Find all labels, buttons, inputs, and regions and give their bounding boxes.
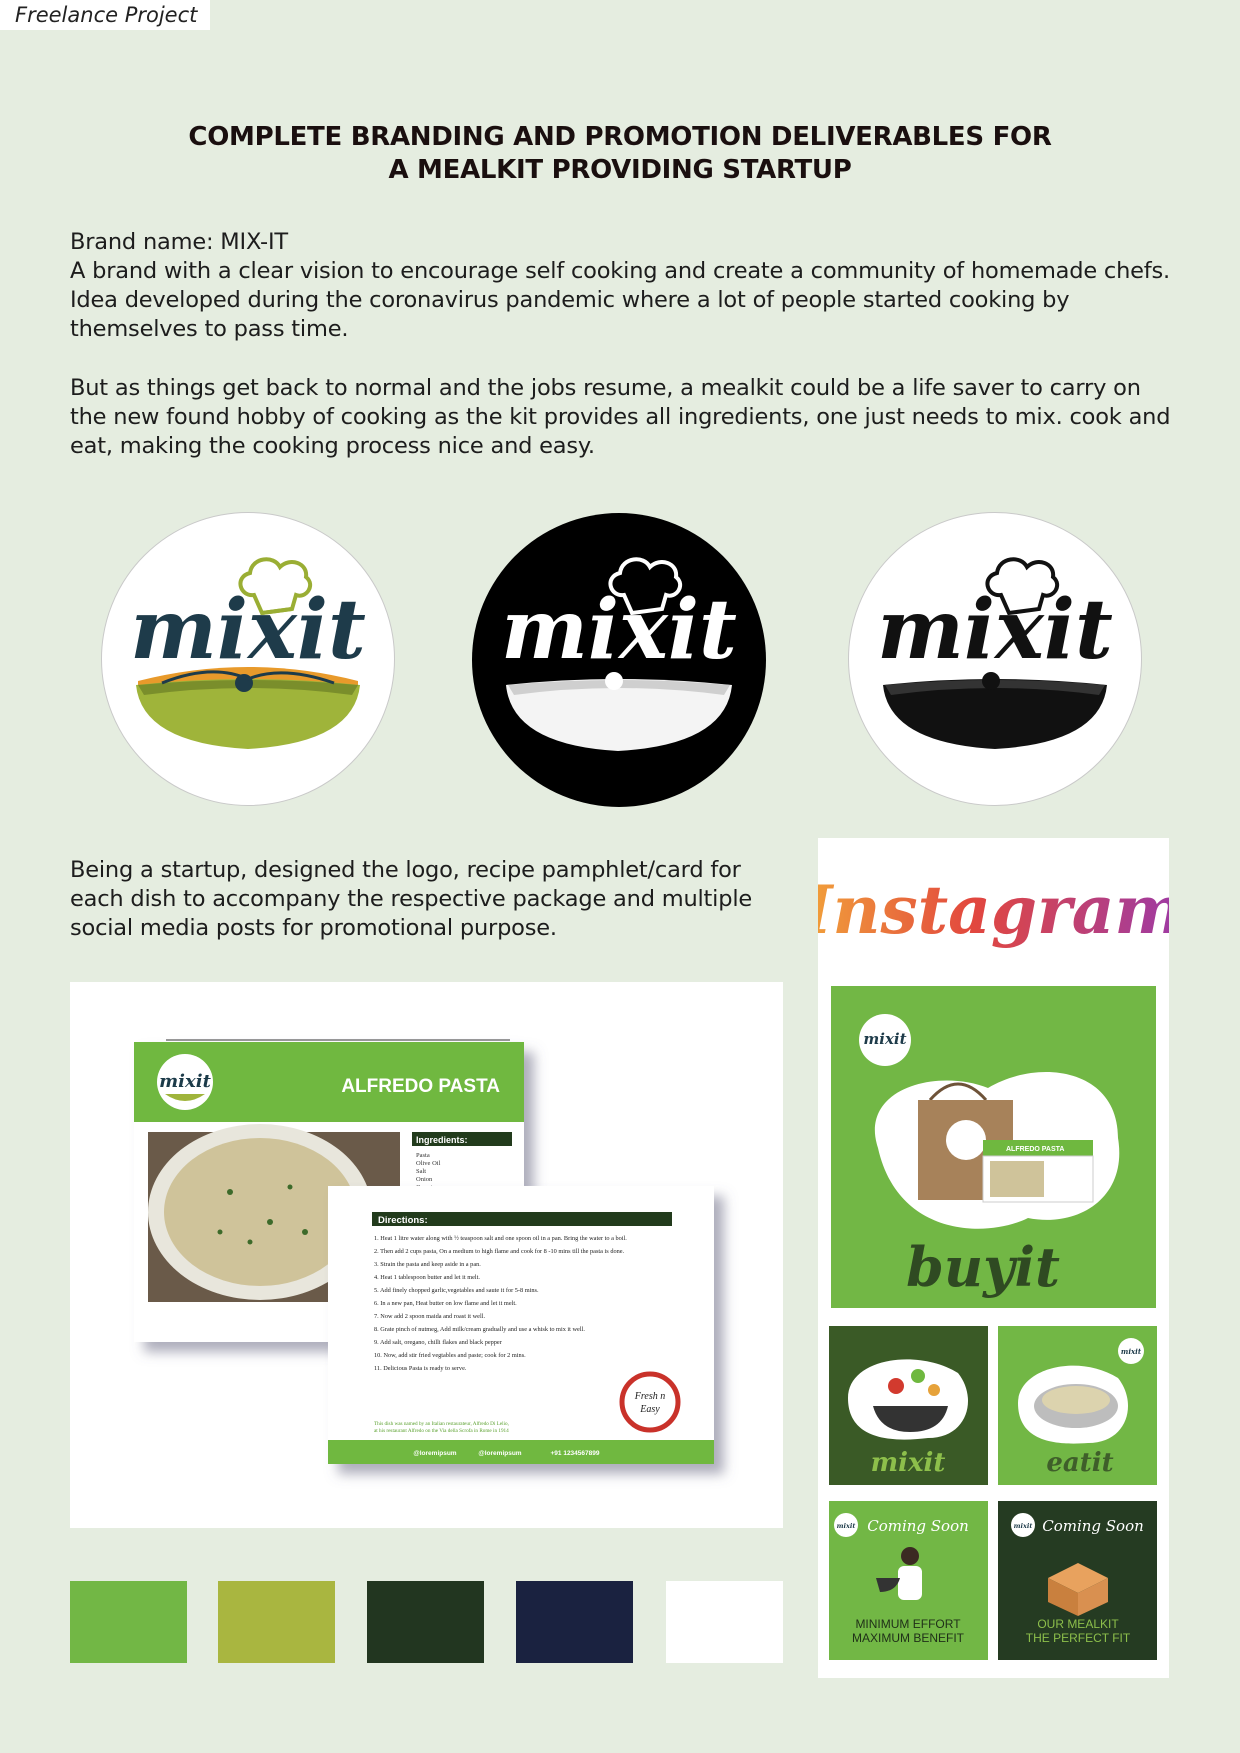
- palette-swatch-green: [70, 1581, 187, 1663]
- direction-step: 7. Now add 2 spoon maida and roast it well.: [374, 1313, 486, 1320]
- instagram-post-coming-soon-2: [998, 1501, 1157, 1660]
- mini-card-title: ALFREDO PASTA: [1006, 1146, 1065, 1153]
- ingredient-item: Onion: [416, 1176, 433, 1183]
- instagram-posts-panel: [818, 838, 1169, 1678]
- dish-history-note: This dish was named by an Italian restaurateur, Alfredo Di Lelio,: [374, 1421, 509, 1427]
- footer-phone: +91 1234567899: [550, 1450, 600, 1457]
- direction-step: 4. Heat 1 tablespoon butter and let it melt.: [374, 1274, 480, 1281]
- instagram-title: Instagram: [818, 871, 1169, 949]
- palette-swatch-white: [666, 1581, 783, 1663]
- palette-swatch-olive: [218, 1581, 335, 1663]
- recipe-card-mockup: [70, 982, 783, 1528]
- direction-step: 2. Then add 2 cups pasta, On a medium to high flame and cook for 8 -10 mins till the pasta is done.: [374, 1248, 625, 1255]
- logo-color-variant: [101, 512, 395, 806]
- instagram-post-mixit: [829, 1326, 988, 1485]
- direction-step: 1. Heat 1 litre water along with ½ teaspoon salt and one spoon oil in a pan. Bring the water to a boil.: [374, 1235, 627, 1242]
- stamp-text: Fresh n: [634, 1391, 666, 1402]
- directions-heading: Directions:: [378, 1215, 428, 1226]
- recipe-title: ALFREDO PASTA: [341, 1076, 500, 1097]
- freelance-project-tag: Freelance Project: [0, 0, 210, 30]
- coming-soon-text: Coming Soon: [867, 1517, 969, 1535]
- direction-step: 9. Add salt, oregano, chilli flakes and black pepper: [374, 1339, 502, 1346]
- coming-soon-tagline: THE PERFECT FIT: [1025, 1631, 1131, 1645]
- recipe-card-mini: [983, 1140, 1093, 1202]
- instagram-post-coming-soon-1: [829, 1501, 988, 1660]
- stamp-text: Easy: [640, 1404, 660, 1415]
- buyit-text: buyit: [906, 1235, 1060, 1299]
- palette-swatch-navy: [516, 1581, 633, 1663]
- ingredients-heading: Ingredients:: [416, 1135, 468, 1145]
- logo-black-on-white-variant: [848, 512, 1142, 806]
- palette-swatch-dark-green: [367, 1581, 484, 1663]
- page-headline-line1: COMPLETE BRANDING AND PROMOTION DELIVERABLES FOR: [188, 122, 1052, 152]
- eatit-text: eatit: [1046, 1448, 1114, 1478]
- direction-step: 8. Grate pinch of nutmeg, Add milk/cream gradually and use a whisk to mix it well.: [374, 1326, 585, 1333]
- post-logo-text: mixit: [863, 1030, 907, 1048]
- logo-wordmark: mixit: [130, 582, 366, 678]
- ingredient-item: Salt: [416, 1168, 427, 1175]
- intro-paragraph-2: But as things get back to normal and the jobs resume, a mealkit could be a life saver to carry on the new found hobby of cooking as the kit provides all ingredients, one just needs to mix. cook and eat, making the cooking process nice and easy.: [70, 375, 1171, 459]
- card-logo-text: mixit: [159, 1071, 211, 1092]
- direction-step: 11. Delicious Pasta is ready to serve.: [374, 1365, 467, 1372]
- post-logo-text: mixit: [1013, 1522, 1033, 1530]
- coming-soon-tagline: OUR MEALKIT: [1037, 1617, 1119, 1631]
- fresh-n-easy-stamp: [622, 1374, 678, 1430]
- footer-handle: @loremipsum: [413, 1450, 457, 1457]
- coming-soon-tagline: MAXIMUM BENEFIT: [851, 1631, 965, 1645]
- brand-name-line: Brand name: MIX-IT: [70, 229, 288, 255]
- logo-wordmark: mixit: [877, 582, 1113, 678]
- coming-soon-text: Coming Soon: [1042, 1517, 1144, 1535]
- logo-white-on-black-variant: [472, 513, 766, 807]
- instagram-post-buyit: [831, 986, 1156, 1308]
- direction-step: 10. Now, add stir fried vegtables and paste; cook for 2 mins.: [374, 1352, 526, 1359]
- ingredient-item: Olive Oil: [416, 1160, 441, 1167]
- instagram-post-eatit: [998, 1326, 1157, 1485]
- logo-wordmark: mixit: [501, 582, 737, 678]
- page-headline-line2: A MEALKIT PROVIDING STARTUP: [388, 155, 852, 185]
- recipe-card-back: [328, 1186, 714, 1464]
- post-logo-text: mixit: [836, 1522, 856, 1530]
- intro-paragraph-1: A brand with a clear vision to encourage self cooking and create a community of homemade chefs. Idea developed during the coronavirus pandemic where a lot of people started cooking by themselves to pass time.: [70, 258, 1170, 342]
- dish-history-note: at his restaurant Alfredo on the Via della Scrofa in Rome in 1914: [374, 1428, 509, 1434]
- deliverables-paragraph: Being a startup, designed the logo, recipe pamphlet/card for each dish to accompany the respective package and multiple social media posts for promotional purpose.: [70, 857, 753, 941]
- pasta-plate-icon: [1034, 1384, 1118, 1428]
- direction-step: 6. In a new pan, Heat butter on low flame and let it melt.: [374, 1300, 517, 1307]
- post-logo-text: mixit: [1120, 1347, 1142, 1356]
- coming-soon-tagline: MINIMUM EFFORT: [855, 1617, 961, 1631]
- direction-step: 5. Add finely chopped garlic,vegetables and saute it for 5-8 mins.: [374, 1287, 539, 1294]
- mixit-text: mixit: [870, 1448, 946, 1478]
- direction-step: 3. Strain the pasta and keep aside in a pan.: [374, 1261, 481, 1268]
- footer-handle: @loremipsum: [478, 1450, 522, 1457]
- ingredient-item: Pasta: [416, 1152, 430, 1159]
